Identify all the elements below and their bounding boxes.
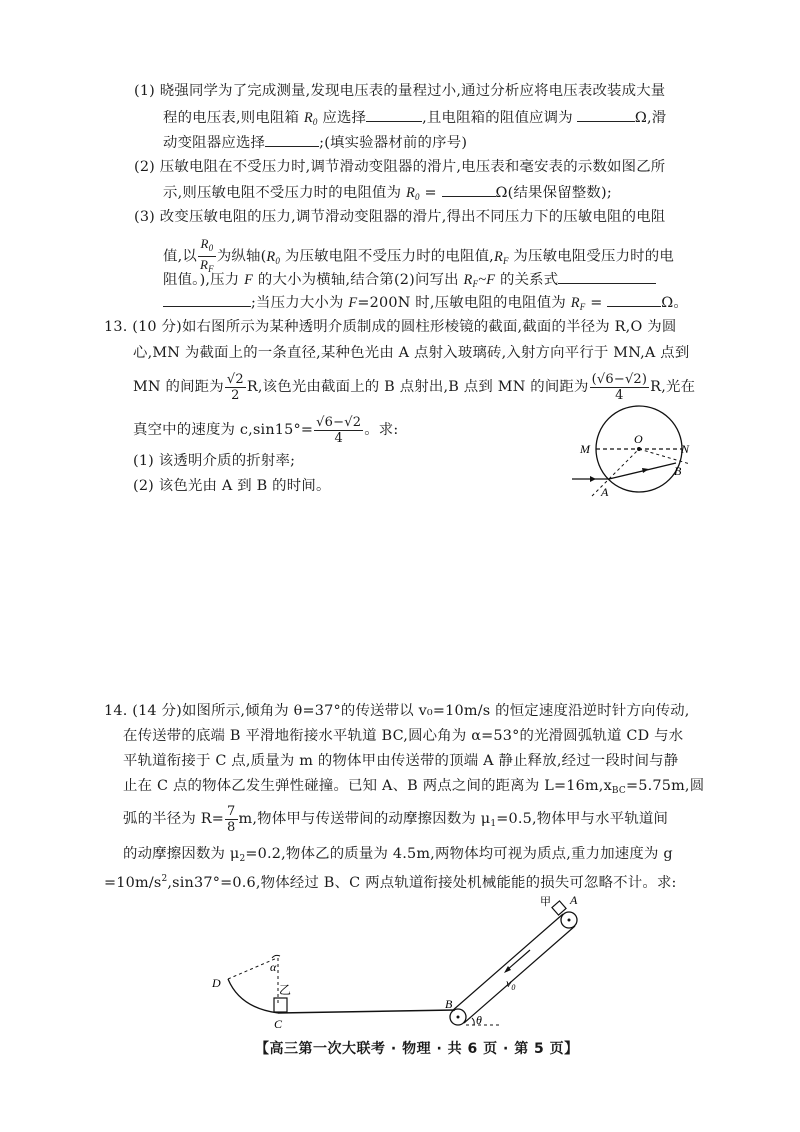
q12-part3-line3 — [163, 270, 656, 293]
q14-line1: 14. (14 分)如图所示,倾角为 θ=37°的传送带以 v₀=10m/s 的恒定速度沿逆时针方向传动, — [104, 703, 690, 719]
q14-line5 — [123, 800, 668, 843]
q14-line2: 在传送带的底端 B 平滑地衔接水平轨道 BC,圆心角为 α=53°的光滑圆弧轨道 CD 与水 — [123, 728, 684, 744]
text: 弧的半径为 R= — [123, 811, 225, 827]
superscript: 2 — [161, 874, 168, 884]
q14-line3: 平轨道衔接于 C 点,质量为 m 的物体甲由传送带的顶端 A 静止释放,经过一段时间与静 — [123, 753, 679, 769]
q13-line2: 心,MN 为截面上的一条直径,某种色光由 A 点射入玻璃砖,入射方向平行于 MN,A 点到 — [133, 345, 690, 361]
subscript: BC — [611, 786, 626, 796]
subscript: 1 — [490, 819, 497, 829]
block-jia — [552, 901, 566, 915]
text: 的关系式 — [495, 272, 559, 288]
text: 止在 C 点的物体乙发生弹性碰撞。已知 A、B 两点之间的距离为 L=16m,x — [123, 778, 612, 794]
belt-upper — [452, 914, 563, 1011]
text: 的大小为横轴,结合第(2)问写出 — [253, 272, 464, 288]
label-o: O — [634, 432, 643, 446]
text: 程的电压表,则电阻箱 — [163, 110, 304, 126]
label-m: M — [580, 442, 590, 456]
ray-arrow — [642, 468, 649, 473]
text: ,且电阻箱的阻值应调为 — [422, 110, 573, 126]
theta-arc — [472, 1018, 474, 1025]
text: =10m/s — [104, 875, 162, 891]
q14-line6 — [123, 845, 673, 868]
fraction-sqrt6-minus-sqrt2-over-4: $\frac{(√6-√2)}{4}$ — [591, 371, 648, 403]
pulley-a-axle — [568, 919, 571, 922]
fraction-r0-over-rf: $\frac{R_0}{R_F}$ — [199, 236, 214, 274]
refracted-ray — [609, 463, 676, 479]
text: = — [419, 185, 442, 201]
q13-line1: 13. (10 分)如右图所示为某种透明介质制成的圆柱形棱镜的截面,截面的半径为 R,O 为圆 — [104, 319, 677, 335]
pulley-b-axle — [457, 1016, 460, 1019]
label-yi: 乙 — [279, 983, 292, 997]
sym-r0: $R_0$ — [406, 185, 420, 202]
label-v0: $v_0$ — [506, 976, 516, 992]
q12-part1-line3 — [163, 133, 467, 152]
block-yi — [274, 998, 287, 1012]
label-theta: θ — [476, 1013, 482, 1027]
sym-r0: $R_0$ — [303, 110, 318, 127]
answer-blank[interactable] — [366, 108, 422, 122]
q13-subquestion-1: (1) 该透明介质的折射率; — [133, 453, 296, 469]
angle-arc — [272, 955, 280, 958]
text: ,sin37°=0.6,物体经过 B、C 两点轨道衔接处机械能能的损失可忽略不计。求: — [167, 875, 677, 891]
text: R,光在 — [650, 379, 696, 395]
text: 。求: — [364, 422, 399, 438]
text: 动变阻器应选择 — [163, 135, 266, 151]
subscript: 2 — [239, 854, 246, 864]
text: ;(填实验器材前的序号) — [319, 135, 468, 151]
sym-r0: $R_0$ — [266, 248, 281, 266]
normal-at-a — [592, 449, 639, 496]
text: 阻值。),压力 — [163, 272, 245, 288]
text: MN 的间距为 — [133, 379, 224, 395]
text: 为压敏电阻受压力时的电 — [508, 248, 674, 265]
text: 真空中的速度为 c,sin15°= — [133, 422, 314, 438]
track-bc — [278, 1010, 455, 1013]
arc-cd — [228, 979, 278, 1013]
label-n: N — [681, 442, 690, 456]
q12-part2-line2 — [163, 183, 612, 206]
text: =5.75m,圆 — [625, 778, 705, 794]
q12-part3-line4 — [163, 293, 688, 316]
page-footer: 【高三第一次大联考 · 物理 · 共 6 页 · 第 5 页】 — [255, 1041, 579, 1057]
answer-blank[interactable] — [558, 270, 656, 284]
text: 的动摩擦因数为 μ — [123, 846, 240, 862]
q13-subquestion-2: (2) 该色光由 A 到 B 的时间。 — [133, 478, 331, 494]
text: Ω,滑 — [634, 110, 667, 126]
label-alpha: α — [270, 960, 277, 974]
q12-part1-line2 — [163, 108, 666, 131]
text: =200N 时,压敏电阻的电阻值为 — [357, 295, 571, 311]
answer-blank[interactable] — [607, 293, 661, 307]
text: =0.5,物体甲与水平轨道间 — [496, 811, 669, 827]
label-a: A — [601, 485, 609, 499]
q14-line7 — [104, 870, 677, 892]
q12-part1-line1: (1) 晓强同学为了完成测量,发现电压表的量程过小,通过分析应将电压表改装成大量 — [134, 83, 666, 99]
answer-blank[interactable] — [577, 108, 635, 122]
sym-f: F — [244, 272, 254, 288]
q13-circle-figure — [570, 395, 710, 505]
q14-conveyor-figure — [200, 890, 610, 1035]
sym-rf: $R_F$ — [493, 248, 509, 266]
fraction-7-over-8: $\frac{7}{8}$ — [227, 803, 236, 835]
q12-part2-line1: (2) 压敏电阻在不受压力时,调节滑动变阻器的滑片,电压表和毫安表的示数如图乙所 — [134, 159, 666, 175]
center-o — [637, 447, 641, 451]
text: 为压敏电阻不受压力时的电阻值, — [280, 248, 494, 265]
text: m,物体甲与传送带间的动摩擦因数为 μ — [238, 811, 491, 827]
fraction-sin15: $\frac{√6-√2}{4}$ — [316, 414, 362, 446]
fraction-sqrt2-over-2: $\frac{√2}{2}$ — [226, 371, 244, 403]
label-b: B — [674, 464, 682, 478]
text: 应选择 — [317, 110, 367, 126]
text: Ω。 — [661, 295, 688, 311]
text: =0.2,物体乙的质量为 4.5m,两物体均可视为质点,重力加速度为 g — [245, 846, 673, 862]
text: Ω(结果保留整数); — [495, 185, 612, 201]
answer-blank[interactable] — [265, 133, 319, 147]
sym-rf: $R_F$ — [570, 295, 586, 312]
text: = — [585, 295, 608, 311]
label-jia: 甲 — [540, 896, 551, 908]
ray-arrow — [590, 476, 596, 482]
label-d: D — [212, 976, 221, 990]
text: 示,则压敏电阻不受压力时的电阻值为 — [163, 185, 406, 201]
sym-f: F — [348, 295, 358, 311]
belt-lower — [464, 926, 575, 1023]
text: 为纵轴( — [216, 248, 267, 265]
text: ;当压力大小为 — [251, 295, 349, 311]
sym-rf-f: $R_F\sim F$ — [463, 272, 496, 289]
q14-line4 — [123, 777, 704, 800]
answer-blank[interactable] — [163, 293, 251, 307]
label-c: C — [274, 1017, 283, 1031]
label-a: A — [570, 893, 578, 907]
text: R,该色光由截面上的 B 点射出,B 点到 MN 的间距为 — [246, 379, 589, 395]
q12-part3-line1: (3) 改变压敏电阻的压力,调节滑动变阻器的滑片,得出不同压力下的压敏电阻的电阻 — [134, 209, 666, 225]
text: 值,以 — [163, 248, 197, 265]
answer-blank[interactable] — [442, 183, 496, 197]
label-b: B — [445, 997, 453, 1011]
q13-line4 — [133, 412, 398, 448]
